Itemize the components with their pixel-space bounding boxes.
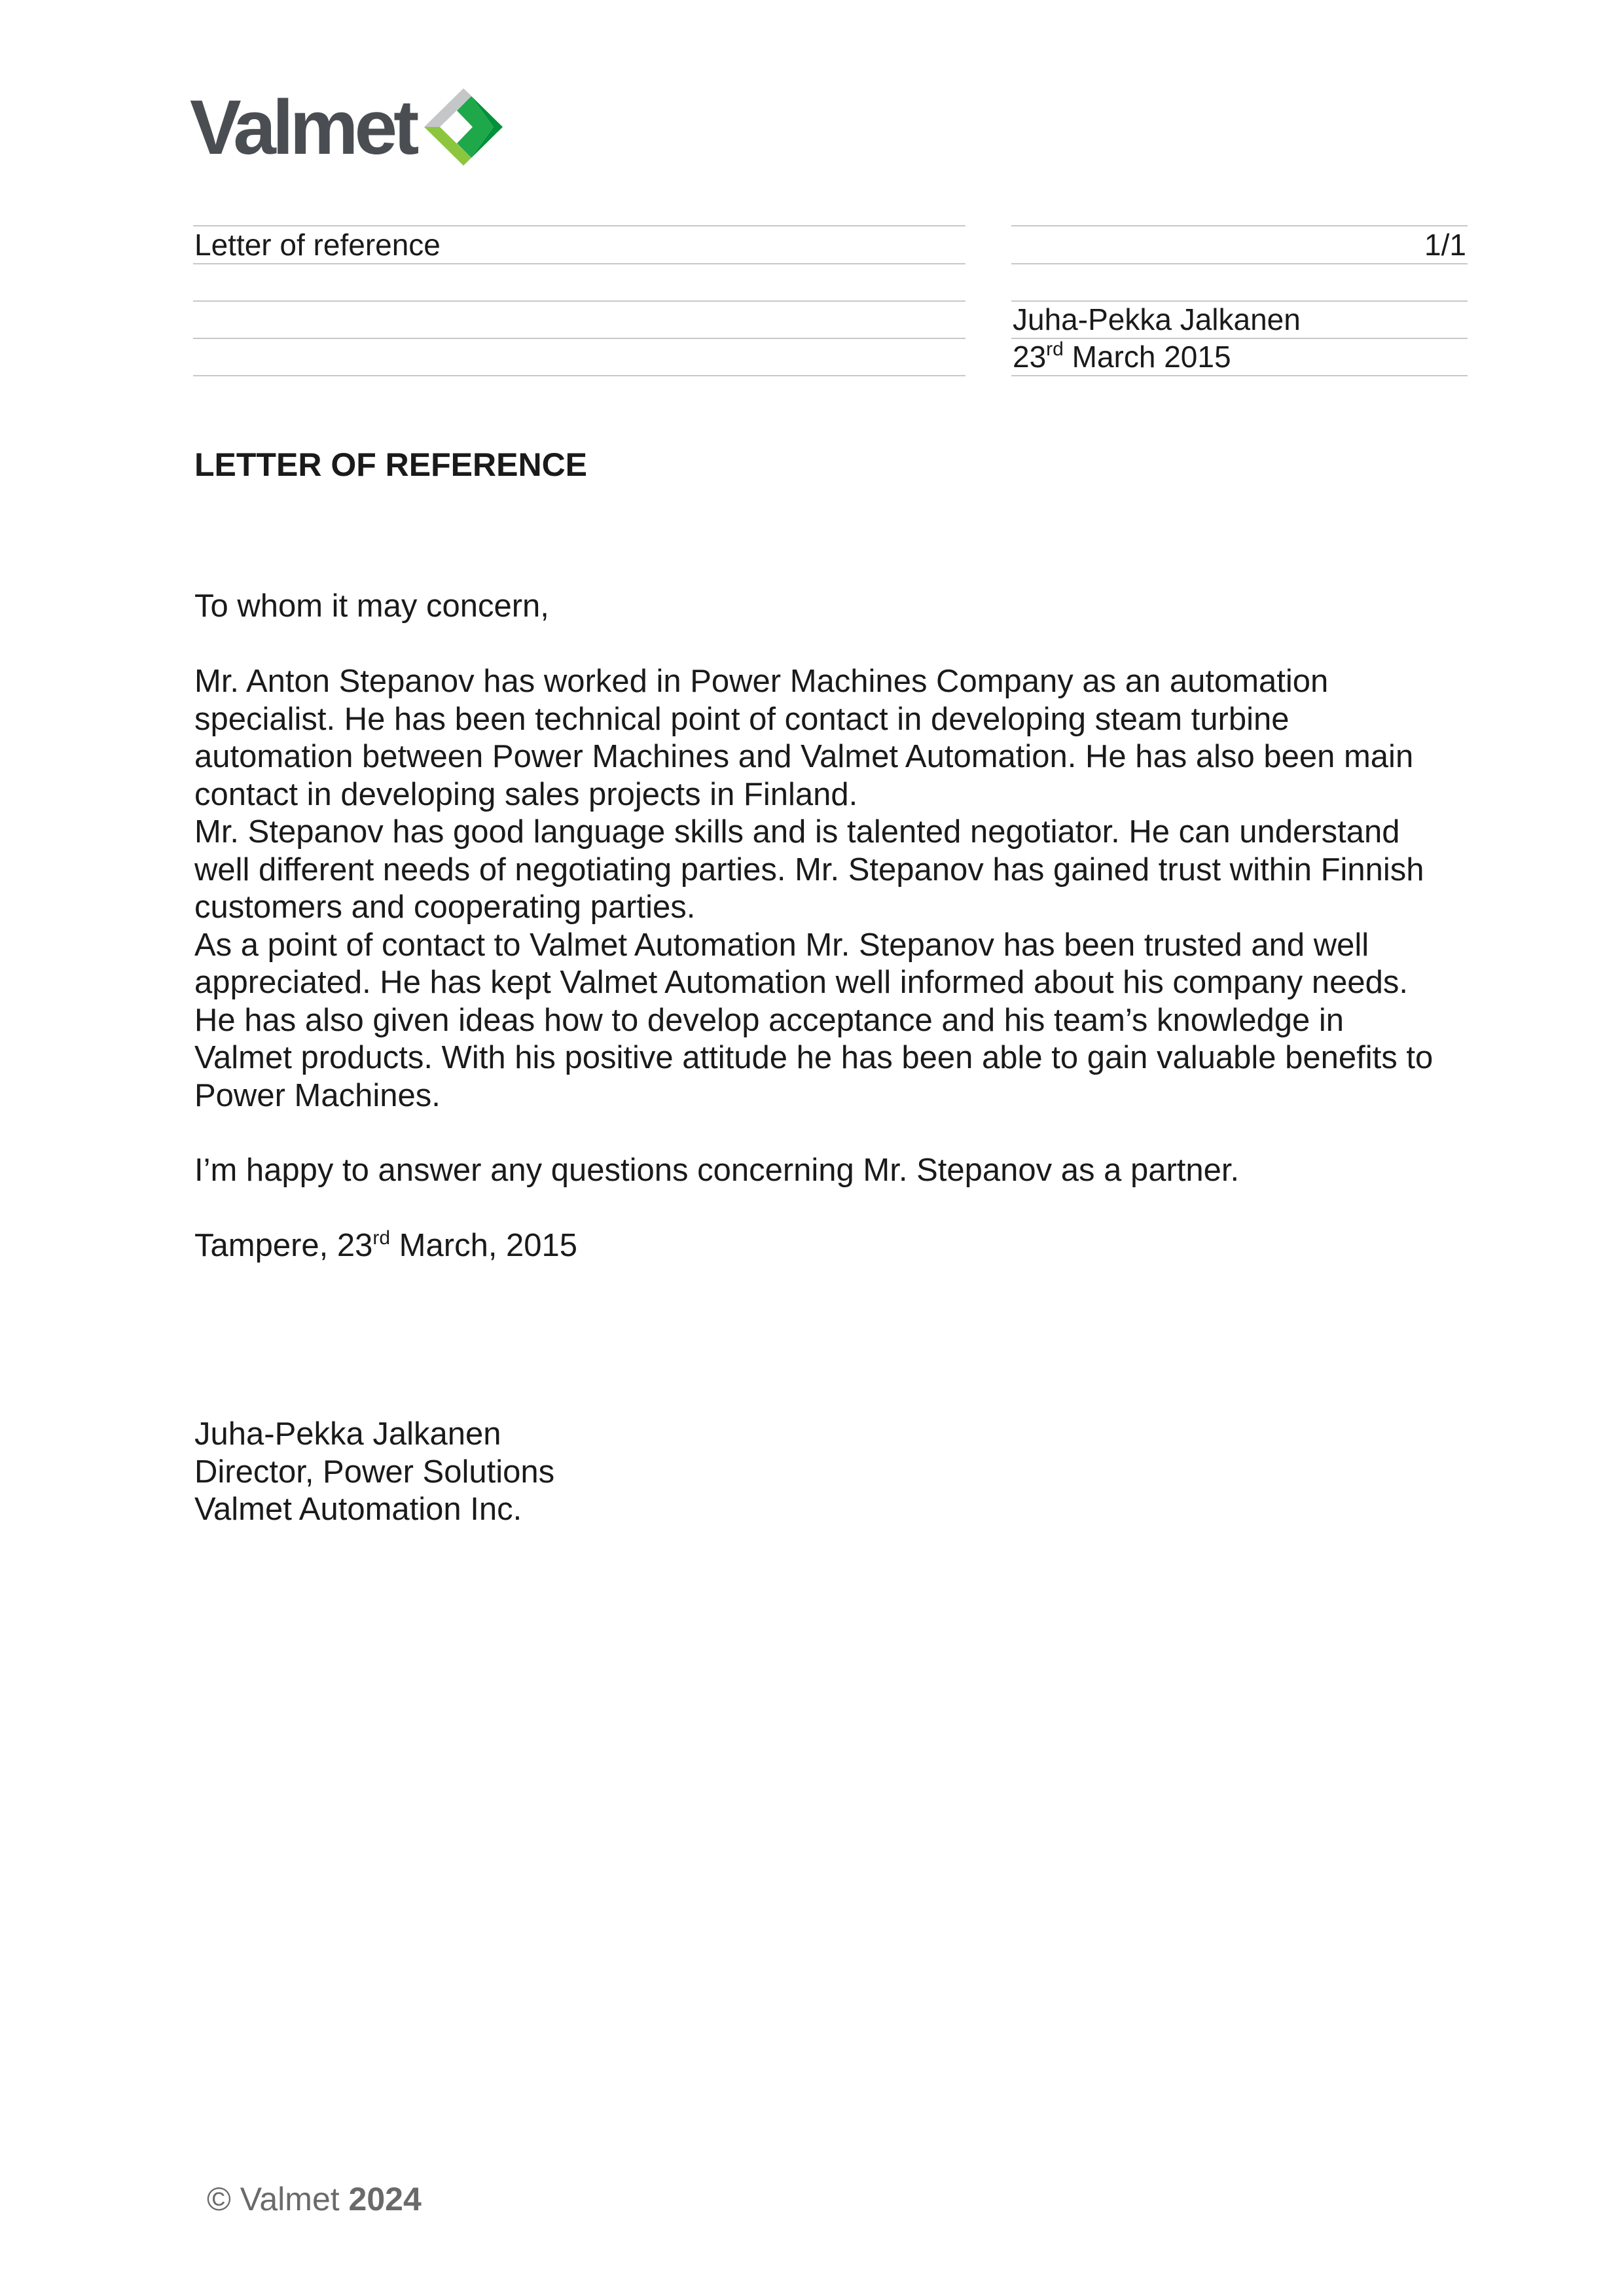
logo-facet-midgreen (457, 96, 494, 158)
body-line: specialist. He has been technical point of contact in developing steam turbine (194, 701, 1290, 737)
header-rule (1011, 300, 1468, 302)
body-line: Power Machines. (194, 1077, 441, 1113)
body-line: contact in developing sales projects in Finland. (194, 776, 858, 812)
logo-wordmark: Valmet (190, 84, 416, 171)
header-rule (1011, 263, 1468, 264)
body-line: As a point of contact to Valmet Automation Mr. Stepanov has been trusted and well (194, 927, 1369, 963)
valmet-diamond-icon (418, 83, 509, 171)
body-line: Valmet products. With his positive attitude he has been able to gain valuable benefits to (194, 1040, 1434, 1075)
signatory-title: Director, Power Solutions (194, 1454, 555, 1490)
closing-line: I’m happy to answer any questions concerning Mr. Stepanov as a partner. (194, 1153, 1240, 1188)
place-date-prefix: Tampere, 23 (194, 1228, 373, 1263)
header-author: Juha-Pekka Jalkanen (1013, 302, 1301, 336)
copyright-year: 2024 (348, 2181, 422, 2217)
body-line: customers and cooperating parties. (194, 889, 696, 925)
header-rule (193, 300, 965, 302)
header-rule (1011, 338, 1468, 339)
header-date (1013, 340, 1231, 374)
document-type-label: Letter of reference (194, 228, 441, 262)
header-rule (193, 225, 965, 226)
body-line: automation between Power Machines and Valmet Automation. He has also been main (194, 739, 1414, 774)
signatory-company: Valmet Automation Inc. (194, 1492, 522, 1527)
letter-title: LETTER OF REFERENCE (194, 446, 588, 483)
signatory-name: Juha-Pekka Jalkanen (194, 1416, 501, 1452)
place-date-suffix: rd (372, 1227, 391, 1249)
header-rule (1011, 375, 1468, 376)
body-line: well different needs of negotiating parties. Mr. Stepanov has gained trust within Finnish (194, 852, 1424, 888)
header-date-rest: March 2015 (1063, 340, 1231, 374)
body-line: Mr. Anton Stepanov has worked in Power Machines Company as an automation (194, 664, 1329, 699)
body-line: Mr. Stepanov has good language skills and is talented negotiator. He can understand (194, 814, 1400, 850)
header-rule (193, 263, 965, 264)
footer-copyright (207, 2179, 422, 2219)
copyright-text: © Valmet (207, 2181, 349, 2217)
header-rule (193, 338, 965, 339)
valmet-logo (190, 82, 517, 173)
body-line: He has also given ideas how to develop acceptance and his team’s knowledge in (194, 1002, 1344, 1038)
header-date-suffix: rd (1046, 338, 1064, 360)
body-line: appreciated. He has kept Valmet Automation well informed about his company needs. (194, 965, 1408, 1000)
header-date-day: 23 (1013, 340, 1047, 374)
place-date-rest: March, 2015 (390, 1228, 578, 1263)
salutation: To whom it may concern, (194, 588, 549, 624)
page-number: 1/1 (1424, 228, 1466, 262)
place-date (194, 1227, 577, 1265)
header-rule (193, 375, 965, 376)
header-rule (1011, 225, 1468, 226)
